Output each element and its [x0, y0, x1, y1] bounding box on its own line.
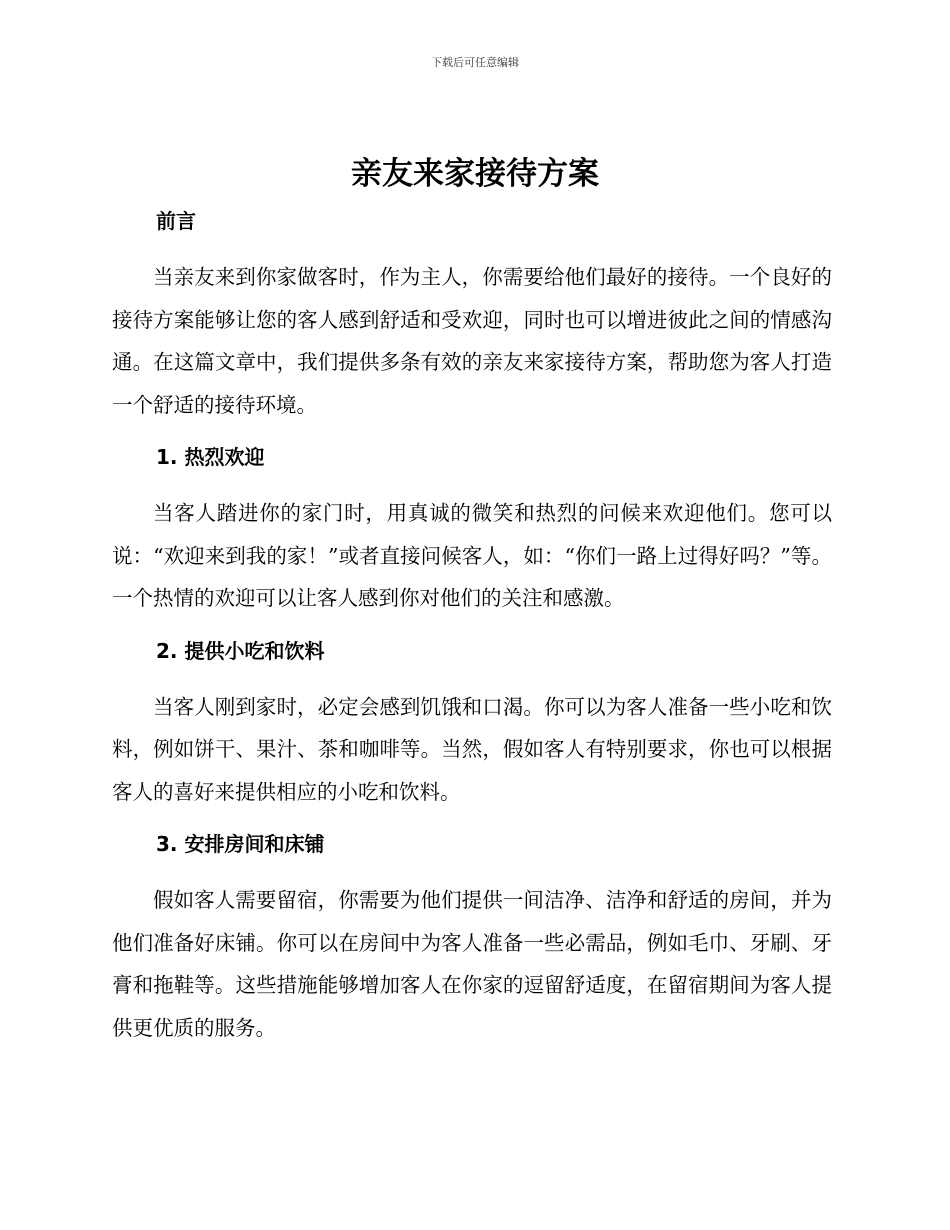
section-paragraph: 假如客人需要留宿，你需要为他们提供一间洁净、洁净和舒适的房间，并为他们准备好床铺。你可以在房间中为客人准备一些必需品，例如毛巾、牙刷、牙膏和拖鞋等。这些措施能够增加客人在你家的逗留舒适度，在留宿期间为客人提供更优质的服务。: [112, 888, 832, 1040]
section-preface: [112, 202, 832, 438]
section-heading: 1. 热烈欢迎: [156, 445, 265, 469]
section-paragraph: 当客人刚到家时，必定会感到饥饿和口渴。你可以为客人准备一些小吃和饮料，例如饼干、果汁、茶和咖啡等。当然，假如客人有特别要求，你也可以根据客人的喜好来提供相应的小吃和饮料。: [112, 694, 832, 804]
section-snacks-drinks: [112, 632, 832, 826]
section-heading: 2. 提供小吃和饮料: [156, 638, 325, 663]
document-title: 亲友来家接待方案: [351, 156, 599, 192]
section-heading: 3. 安排房间和床铺: [156, 832, 325, 856]
section-room-bedding: [112, 825, 832, 1049]
header-note: 下载后可任意编辑: [431, 56, 519, 69]
section-warm-welcome: [112, 438, 832, 632]
section-paragraph: 当客人踏进你的家门时，用真诚的微笑和热烈的问候来欢迎他们。您可以说：“欢迎来到我的家！”或者直接问候客人，如：“你们一路上过得好吗？”等。一个热情的欢迎可以让客人感到你对他们的关注和感激。: [112, 501, 832, 610]
section-paragraph: 当亲友来到你家做客时，作为主人，你需要给他们最好的接待。一个良好的接待方案能够让您的客人感到舒适和受欢迎，同时也可以增进彼此之间的情感沟通。在这篇文章中，我们提供多条有效的亲友来家接待方案，帮助您为客人打造一个舒适的接待环境。: [112, 265, 832, 417]
section-heading: 前言: [156, 209, 196, 233]
document-body: [112, 202, 832, 1049]
